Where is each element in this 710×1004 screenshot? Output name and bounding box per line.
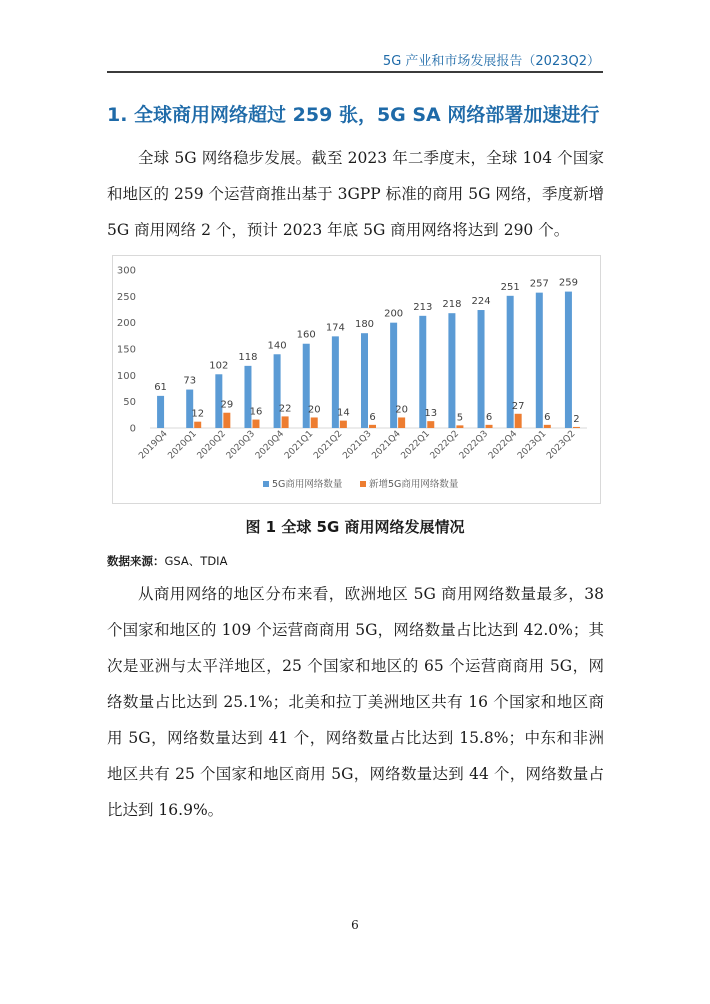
y-tick-label: 150 (116, 344, 136, 356)
x-tick-label: 2021Q1 (283, 429, 316, 462)
data-label-5g-networks: 180 (354, 319, 375, 331)
legend-label-new-5g-networks: 新增5G商用网络数量 (369, 479, 459, 490)
bar-new-5g-networks (252, 420, 259, 428)
bar-new-5g-networks (573, 427, 580, 428)
data-label-new-5g-networks: 29 (220, 399, 234, 411)
data-source (107, 553, 227, 569)
y-tick-label: 100 (116, 370, 136, 382)
x-tick-label: 2023Q1 (516, 429, 549, 462)
data-label-5g-networks: 257 (529, 278, 549, 290)
bar-5g-networks (361, 333, 368, 428)
data-label-new-5g-networks: 27 (511, 400, 525, 412)
bar-new-5g-networks (282, 416, 289, 428)
data-label-5g-networks: 118 (238, 351, 258, 363)
data-label-new-5g-networks: 22 (278, 403, 292, 415)
y-tick-label: 200 (116, 318, 136, 330)
data-label-5g-networks: 140 (267, 340, 287, 352)
y-tick-label: 50 (123, 397, 136, 409)
bar-new-5g-networks (427, 421, 434, 428)
x-tick-label: 2020Q3 (224, 429, 258, 462)
bar-new-5g-networks (456, 425, 463, 428)
data-label-5g-networks: 160 (296, 329, 316, 341)
x-tick-label: 2022Q3 (457, 429, 491, 462)
x-tick-label: 2021Q3 (341, 429, 374, 462)
data-label-new-5g-networks: 5 (456, 412, 464, 424)
x-tick-label: 2020Q4 (253, 429, 287, 462)
data-label-5g-networks: 102 (209, 360, 229, 372)
data-label-new-5g-networks: 14 (336, 407, 350, 419)
page-number: 6 (351, 918, 359, 932)
header-rule (107, 71, 603, 73)
bar-new-5g-networks (194, 422, 201, 428)
bar-5g-networks (244, 366, 251, 428)
data-label-5g-networks: 73 (183, 375, 197, 387)
data-label-5g-networks: 259 (558, 277, 578, 289)
data-label-5g-networks: 213 (413, 301, 433, 313)
y-tick-label: 0 (129, 423, 136, 435)
data-label-5g-networks: 174 (325, 322, 345, 334)
bar-new-5g-networks (486, 425, 493, 428)
bar-5g-networks (536, 293, 543, 428)
bar-new-5g-networks (544, 425, 551, 428)
legend-swatch-5g-networks (263, 481, 269, 487)
bar-new-5g-networks (223, 413, 230, 428)
legend-swatch-new-5g-networks (360, 481, 366, 487)
bar-5g-networks (274, 354, 281, 428)
data-label-5g-networks: 251 (500, 281, 520, 293)
bar-new-5g-networks (340, 421, 347, 428)
running-header: 5G 产业和市场发展报告（2023Q2） (382, 54, 600, 69)
chart-svg (113, 256, 600, 503)
data-label-new-5g-networks: 12 (191, 408, 205, 420)
paragraph-regional: 从商用网络的地区分布来看，欧洲地区 5G 商用网络数量最多，38 个国家和地区的 109 个运营商商用 5G，网络数量占比达到 42.0%；其次是亚洲与太平洋地区，25 个国家和地区的 65 个运营商商用 5G，网络数量占比达到 25.1%；北美和拉丁美洲地区共有 16 个国家和地区商用 5G，网络数量达到 41 个，网络数量占比达到 15.8%；中东和非洲地区共有 25 个国家和地区商用 5G，网络数量达到 44 个，网络数量占比达到 16.9%。 (107, 585, 604, 819)
x-tick-label: 2022Q4 (486, 429, 520, 462)
paragraph-intro: 全球 5G 网络稳步发展。截至 2023 年二季度末，全球 104 个国家和地区的 259 个运营商推出基于 3GPP 标准的商用 5G 网络，季度新增 5G 商用网络 2 个，预计 2023 年底 5G 商用网络将达到 290 个。 (107, 149, 604, 239)
x-tick-label: 2023Q2 (545, 429, 578, 462)
bar-5g-networks (157, 396, 164, 428)
y-tick-label: 300 (116, 265, 136, 277)
bar-new-5g-networks (311, 417, 318, 428)
data-label-5g-networks: 218 (442, 299, 462, 311)
data-label-5g-networks: 200 (384, 308, 404, 320)
data-label-5g-networks: 61 (154, 381, 167, 393)
bar-new-5g-networks (515, 414, 522, 428)
x-tick-label: 2020Q2 (195, 429, 228, 462)
bar-5g-networks (565, 292, 572, 428)
data-label-new-5g-networks: 2 (573, 413, 580, 425)
data-label-new-5g-networks: 6 (369, 411, 376, 423)
data-label-new-5g-networks: 13 (424, 408, 438, 420)
data-label-new-5g-networks: 6 (544, 411, 551, 423)
bar-chart (112, 255, 601, 504)
section-title: 1. 全球商用网络超过 259 张，5G SA 网络部署加速进行 (107, 104, 600, 126)
y-tick-label: 250 (116, 291, 136, 303)
figure-caption: 图 1 全球 5G 商用网络发展情况 (245, 518, 465, 536)
bar-5g-networks (448, 313, 455, 428)
data-label-new-5g-networks: 6 (485, 411, 493, 423)
data-label-new-5g-networks: 20 (395, 404, 409, 416)
bar-5g-networks (478, 310, 485, 428)
x-tick-label: 2022Q1 (399, 429, 432, 462)
data-label-5g-networks: 224 (471, 296, 491, 308)
x-tick-label: 2021Q2 (312, 429, 345, 462)
x-tick-label: 2020Q1 (166, 429, 199, 462)
bar-new-5g-networks (398, 417, 405, 428)
data-source-label: 数据来源： (107, 554, 165, 568)
x-tick-label: 2019Q4 (137, 429, 170, 462)
data-label-new-5g-networks: 20 (307, 404, 321, 416)
data-label-new-5g-networks: 16 (249, 406, 263, 418)
x-tick-label: 2022Q2 (428, 429, 462, 462)
data-source-text: GSA、TDIA (164, 554, 228, 568)
bar-new-5g-networks (369, 425, 376, 428)
x-tick-label: 2021Q4 (370, 429, 403, 462)
legend-label-5g-networks: 5G商用网络数量 (272, 479, 343, 490)
